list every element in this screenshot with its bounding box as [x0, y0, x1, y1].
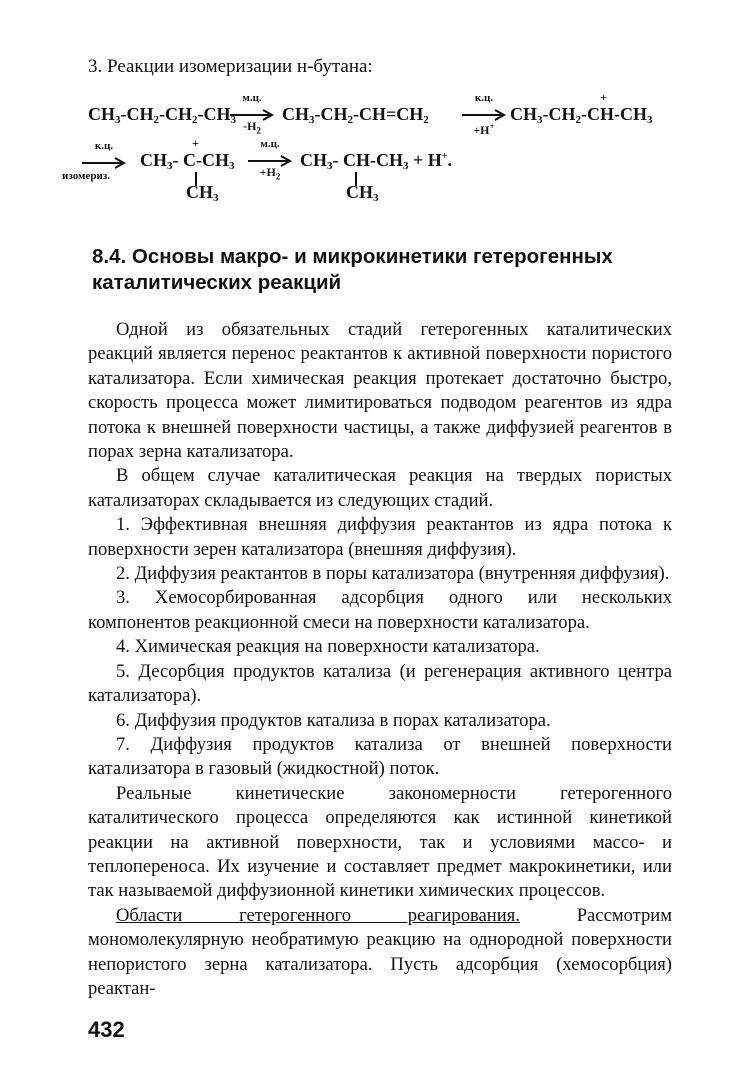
methyl-branch: $CH_3$ — [186, 182, 219, 204]
subsection-heading: Области гетерогенного реагирования. — [116, 904, 520, 926]
carbocation-formula: $CH_3-CH_2-CH-CH_3$ — [510, 104, 653, 126]
isobutyl-cation-formula: $CH_3-$ $C-CH_3$ — [140, 150, 235, 172]
list-item: 4. Химическая реакция на поверхности катализатора. — [116, 636, 540, 658]
dehydrogenation-arrow: м.ц. $-H_2$ — [224, 92, 280, 144]
paragraph: В общем случае каталитическая реакция на твердых пористых катализаторах складывается из следующих стадий. — [88, 465, 672, 511]
paragraph: Одной из обязательных стадий гетерогенных каталитических реакций является перенос реактантов к активной поверхности пористого катализатора. Если химическая реакция протекает достаточно быстро, скорость процесса может лимитироваться подводом реагентов из ядра потока к внешней поверхности частицы, а также диффузией реагентов в порах зерна катализатора. — [88, 319, 672, 463]
n-butane-formula: $CH_3-CH_2-CH_2-CH_3$ — [88, 104, 236, 126]
list-item: 2. Диффузия реактантов в поры катализатора (внутренняя диффузия). — [116, 563, 670, 585]
paragraph: Области гетерогенного реагирования. Рассмотрим мономолекулярную необратимую реакцию на однородной поверхности непористого зерна катализатора. Пусть адсорбция (хемосорбция) реактан- — [88, 904, 673, 999]
section-title: 8.4. Основы макро- и микрокинетики гетерогенных каталитических реакций — [92, 245, 613, 294]
page-number: 432 — [88, 1017, 125, 1042]
reaction-heading: 3. Реакции изомеризации н-бутана: — [88, 56, 373, 77]
cation-charge: + — [600, 90, 607, 104]
cation-charge: + — [192, 136, 199, 150]
butene-formula: $CH_3-CH_2-CH=CH_2$ — [282, 104, 429, 126]
list-item: 7. Диффузия продуктов катализа от внешней поверхности катализатора в газовый (жидкостной) поток. — [88, 733, 672, 780]
paragraph: Реальные кинетические закономерности гетерогенного каталитического процесса определяются как истинной кинетикой реакции на активной поверхности, так и условиями массо- и теплопереноса. Их изучение и составляет предмет макрокинетики, или так называемой диффузионной кинетики химических процессов. — [88, 782, 672, 902]
isobutane-formula: $CH_3-$ $CH-CH_3 + H^+$. — [300, 150, 452, 172]
protonation-arrow: к.ц. +H+ — [456, 92, 512, 144]
body-text — [88, 318, 672, 1001]
list-item: 5. Десорбция продуктов катализа (и регенерация активного центра катализатора). — [88, 660, 672, 707]
methyl-branch: $CH_3$ — [346, 182, 379, 204]
hydrogenation-arrow: м.ц. $+H_2$ — [242, 138, 298, 190]
isomerization-arrow: к.ц. изомериз. — [76, 140, 132, 192]
list-item: 1. Эффективная внешняя диффузия реактантов из ядра потока к поверхности зерен катализатора (внешняя диффузия). — [88, 514, 672, 560]
list-item: 3. Хемосорбированная адсорбция одного или нескольких компонентов реакционной смеси на поверхности катализатора. — [88, 587, 672, 633]
arrow-right-icon — [82, 156, 126, 170]
list-item: 6. Диффузия продуктов катализа в порах катализатора. — [116, 709, 551, 731]
